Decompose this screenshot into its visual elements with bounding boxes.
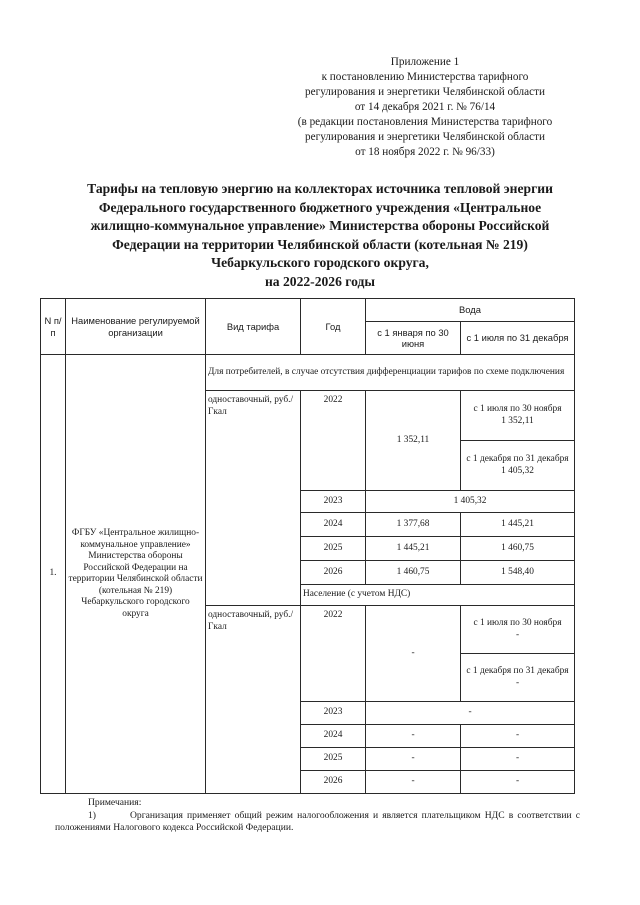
- note-text: Организация применяет общий режим налогообложения и является плательщиком НДС в соответствии с положениями Налогового кодекса Российской Федерации.: [55, 809, 580, 833]
- year-cell: 2022: [301, 606, 366, 702]
- tariff-table: [40, 298, 575, 794]
- value-cell: -: [366, 748, 461, 771]
- year-cell: 2022: [301, 391, 366, 491]
- row-number: 1.: [41, 355, 66, 794]
- title-line-4: Федерации на территории Челябинской области (котельная № 219): [112, 236, 528, 252]
- value-cell: 1 352,11: [366, 391, 461, 491]
- value-cell: -: [461, 748, 575, 771]
- header-first-half: с 1 января по 30 июня: [366, 322, 461, 355]
- appendix-line-7: от 18 ноября 2022 г. № 96/33): [355, 146, 495, 158]
- header-tariff-type: Вид тарифа: [206, 299, 301, 355]
- year-cell: 2023: [301, 702, 366, 725]
- value-cell: 1 460,75: [461, 537, 575, 561]
- year-cell: 2024: [301, 725, 366, 748]
- value-cell: [461, 391, 575, 441]
- value-cell: [461, 441, 575, 491]
- appendix-header: [270, 55, 580, 160]
- tariff-type: одноставочный, руб./Гкал: [206, 391, 301, 606]
- header-water: Вода: [366, 299, 575, 322]
- year-cell: 2025: [301, 748, 366, 771]
- value-cell: -: [366, 771, 461, 794]
- value-cell: 1 405,32: [366, 491, 575, 513]
- title-line-2: Федерального государственного бюджетного учреждения «Центральное: [98, 199, 542, 215]
- value-cell: -: [366, 606, 461, 702]
- value-cell: -: [366, 702, 575, 725]
- year-cell: 2026: [301, 561, 366, 585]
- appendix-line-4: от 14 декабря 2021 г. № 76/14: [354, 101, 496, 113]
- year-cell: 2025: [301, 537, 366, 561]
- value-cell: -: [461, 771, 575, 794]
- year-cell: 2023: [301, 491, 366, 513]
- header-org: Наименование регулируемой организации: [66, 299, 206, 355]
- value-cell: -: [461, 725, 575, 748]
- organization-name: ФГБУ «Центральное жилищно-коммунальное управление» Министерства обороны Российской Федерации на территории Челябинской области (котельная № 219) Чебаркульского городского округа: [66, 355, 206, 794]
- value-text: -: [515, 677, 520, 688]
- appendix-line-5: (в редакции постановления Министерства тарифного: [297, 116, 553, 128]
- title-line-3: жилищно-коммунальное управление» Министерства обороны Российской: [90, 218, 550, 233]
- value-cell: 1 460,75: [366, 561, 461, 585]
- year-cell: 2026: [301, 771, 366, 794]
- header-num: N п/п: [41, 299, 66, 355]
- notes: [55, 797, 580, 835]
- note-number: 1): [88, 809, 96, 821]
- period-label: с 1 декабря по 31 декабря: [466, 666, 569, 676]
- value-cell: 1 445,21: [461, 513, 575, 537]
- year-cell: 2024: [301, 513, 366, 537]
- notes-title: Примечания:: [88, 797, 142, 808]
- appendix-line-1: Приложение 1: [390, 56, 460, 68]
- title-line-1: Тарифы на тепловую энергию на коллекторах источника тепловой энергии: [87, 181, 553, 196]
- table-header-row-1: [41, 299, 575, 322]
- appendix-line-2: к постановлению Министерства тарифного: [321, 71, 529, 83]
- table-row: [41, 355, 575, 391]
- title-line-5: Чебаркульского городского округа,: [211, 255, 429, 270]
- period-label: с 1 июля по 30 ноября: [473, 618, 562, 628]
- value-cell: 1 548,40: [461, 561, 575, 585]
- period-label: с 1 декабря по 31 декабря: [466, 454, 569, 464]
- appendix-line-6: регулирования и энергетики Челябинской области: [305, 131, 545, 143]
- value-text: 1 405,32: [501, 465, 534, 476]
- period-label: с 1 июля по 30 ноября: [473, 404, 562, 414]
- appendix-line-3: регулирования и энергетики Челябинской области: [305, 86, 545, 98]
- value-cell: [461, 606, 575, 654]
- value-text: 1 352,11: [501, 415, 534, 426]
- section-population-label: Население (с учетом НДС): [301, 585, 575, 606]
- value-cell: [461, 654, 575, 702]
- value-cell: 1 377,68: [366, 513, 461, 537]
- tariff-type: одноставочный, руб./Гкал: [206, 606, 301, 794]
- value-text: -: [515, 629, 520, 640]
- value-cell: 1 445,21: [366, 537, 461, 561]
- note-item: [55, 810, 580, 835]
- document-title: [40, 180, 600, 291]
- section-consumers-label: Для потребителей, в случае отсутствия дифференциации тарифов по схеме подключения: [206, 355, 575, 391]
- header-second-half: с 1 июля по 31 декабря: [461, 322, 575, 355]
- value-cell: -: [366, 725, 461, 748]
- header-year: Год: [301, 299, 366, 355]
- title-line-6: на 2022-2026 годы: [264, 273, 376, 289]
